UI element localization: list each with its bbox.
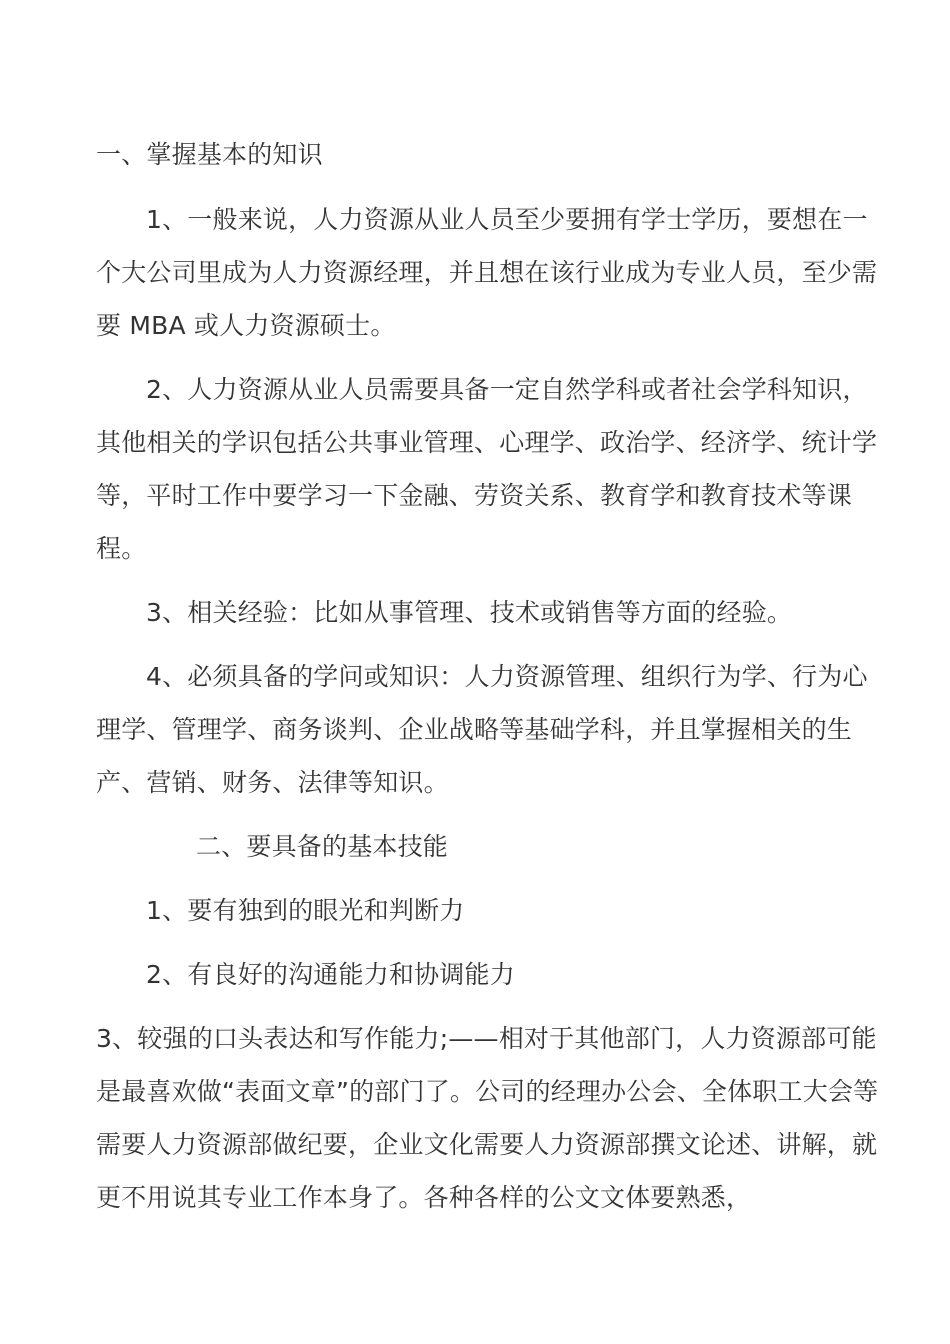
section-1-heading: 一、掌握基本的知识 [96,140,323,169]
section-2-item-2: 2、有良好的沟通能力和协调能力 [146,960,515,989]
section-2-item-1: 1、要有独到的眼光和判断力 [146,896,465,925]
section-1-item-1: 1、一般来说，人力资源从业人员至少要拥有学士学历，要想在一个大公司里成为人力资源经理，并且想在该行业成为专业人员，至少需要 MBA 或人力资源硕士。 [96,205,878,340]
section-1-item-3: 3、相关经验：比如从事管理、技术或销售等方面的经验。 [146,598,793,627]
section-1-item-4: 4、必须具备的学问或知识：人力资源管理、组织行为学、行为心理学、管理学、商务谈判、企业战略等基础学科，并且掌握相关的生产、营销、财务、法律等知识。 [96,662,868,797]
section-2-item-3: 3、较强的口头表达和写作能力;——相对于其他部门，人力资源部可能是最喜欢做“表面文章”的部门了。公司的经理办公会、全体职工大会等需要人力资源部做纪要，企业文化需要人力资源部撰文论述、讲解，就更不用说其专业工作本身了。各种各样的公文文体要熟悉， [96,1024,879,1212]
section-1-item-2: 2、人力资源从业人员需要具备一定自然学科或者社会学科知识，其他相关的学识包括公共事业管理、心理学、政治学、经济学、统计学等，平时工作中要学习一下金融、劳资关系、教育学和教育技术等课程。 [96,375,878,563]
section-2-heading: 二、要具备的基本技能 [196,832,449,861]
document-page [96,128,886,1235]
